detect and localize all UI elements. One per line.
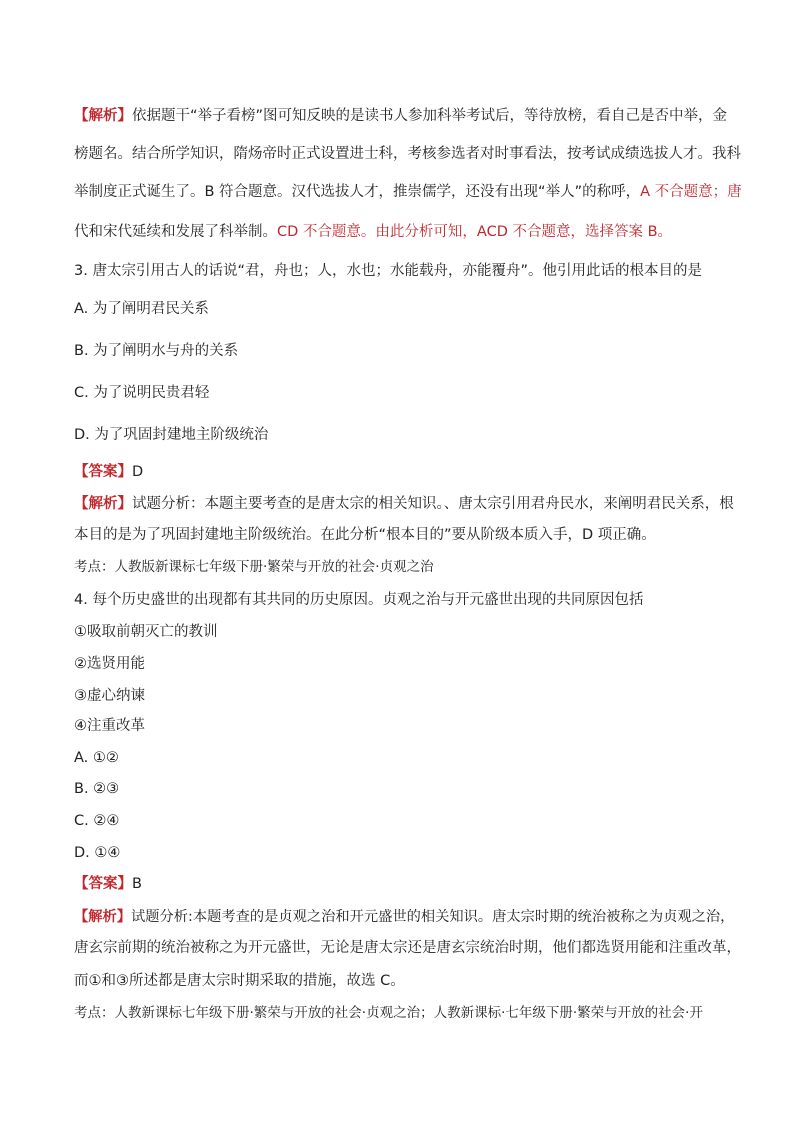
- analysis-label: 【解析】: [74, 496, 132, 512]
- q4-analysis-text-1: 试题分析:本题考查的是贞观之治和开元盛世的相关知识。唐太宗时期的统治被称之为贞观之治，: [131, 909, 735, 925]
- answer-label: 【答案】: [74, 876, 132, 892]
- q3-analysis-line-1: [74, 494, 734, 514]
- q2-analysis-text-3a: 举制度正式诞生了。B 符合题意。汉代选拔人才，推崇儒学，还没有出现“举人”的称呼，: [74, 184, 641, 200]
- q3-stem: 3. 唐太宗引用古人的话说“君，舟也；人，水也；水能载舟，亦能覆舟”。他引用此话的根本目的是: [74, 263, 702, 279]
- q4-option-b: B. ②③: [74, 781, 120, 797]
- q4-answer-line: [74, 874, 142, 894]
- q4-item-3: ③虚心纳谏: [74, 688, 145, 704]
- q2-analysis-line-3: [74, 182, 742, 202]
- q4-option-a: A. ①②: [74, 750, 119, 766]
- q3-answer-line: [74, 462, 143, 482]
- q4-option-d: D. ①④: [74, 845, 121, 861]
- q3-kaodian: 考点：人教版新课标七年级下册·繁荣与开放的社会·贞观之治: [74, 559, 434, 575]
- q4-option-c: C. ②④: [74, 813, 120, 829]
- q4-item-1: ①吸取前朝灭亡的教训: [74, 624, 218, 640]
- q2-analysis-text-3b: A 不合题意；唐: [640, 184, 742, 200]
- q2-analysis-line-1: [74, 106, 727, 126]
- q3-option-d: D. 为了巩固封建地主阶级统治: [74, 427, 269, 443]
- q2-analysis-text-4a: 代和宋代延续和发展了科举制。: [74, 224, 277, 240]
- q2-analysis-line-2: 榜题名。结合所学知识，隋炀帝时正式设置进士科，考核参选者对时事看法，按考试成绩选拔人才。我科: [74, 146, 741, 162]
- q2-analysis-line-4: [74, 222, 672, 242]
- q4-item-4: ④注重改革: [74, 718, 145, 734]
- analysis-label: 【解析】: [74, 909, 132, 925]
- q3-option-b: B. 为了阐明水与舟的关系: [74, 343, 239, 359]
- q2-analysis-text-4b: CD 不合题意。由此分析可知，: [277, 224, 477, 240]
- analysis-label: 【解析】: [74, 108, 132, 124]
- q4-answer-value: B: [132, 876, 142, 892]
- q2-analysis-text-4c: ACD 不合题意，选择答案 B。: [476, 224, 673, 240]
- q2-analysis-text-1: 依据题干“举子看榜”图可知反映的是读书人参加科举考试后，等待放榜，看自己是否中举，金: [132, 108, 728, 124]
- q3-analysis-text-1: 试题分析：本题主要考查的是唐太宗的相关知识。、唐太宗引用君舟民水，来阐明君民关系，根: [132, 496, 734, 512]
- q4-item-2: ②选贤用能: [74, 656, 145, 672]
- q4-kaodian: 考点：人教新课标七年级下册·繁荣与开放的社会·贞观之治；人教新课标·七年级下册·繁荣与开放的社会·开: [74, 1005, 703, 1021]
- q4-analysis-line-2: 唐玄宗前期的统治被称之为开元盛世，无论是唐太宗还是唐玄宗统治时期，他们都选贤用能和注重改革，: [74, 940, 741, 956]
- answer-label: 【答案】: [74, 464, 132, 480]
- q4-stem: 4. 每个历史盛世的出现都有其共同的历史原因。贞观之治与开元盛世出现的共同原因包括: [74, 592, 644, 608]
- q4-analysis-line-3: 而①和③所述都是唐太宗时期采取的措施，故选 C。: [74, 973, 405, 989]
- q3-answer-value: D: [132, 464, 144, 480]
- q3-option-a: A. 为了阐明君民关系: [74, 301, 209, 317]
- q3-option-c: C. 为了说明民贵君轻: [74, 385, 210, 401]
- q4-analysis-line-1: [74, 907, 734, 927]
- q3-analysis-line-2: 本目的是为了巩固封建地主阶级统治。在此分析“根本目的”要从阶级本质入手，D 项正确。: [74, 527, 656, 543]
